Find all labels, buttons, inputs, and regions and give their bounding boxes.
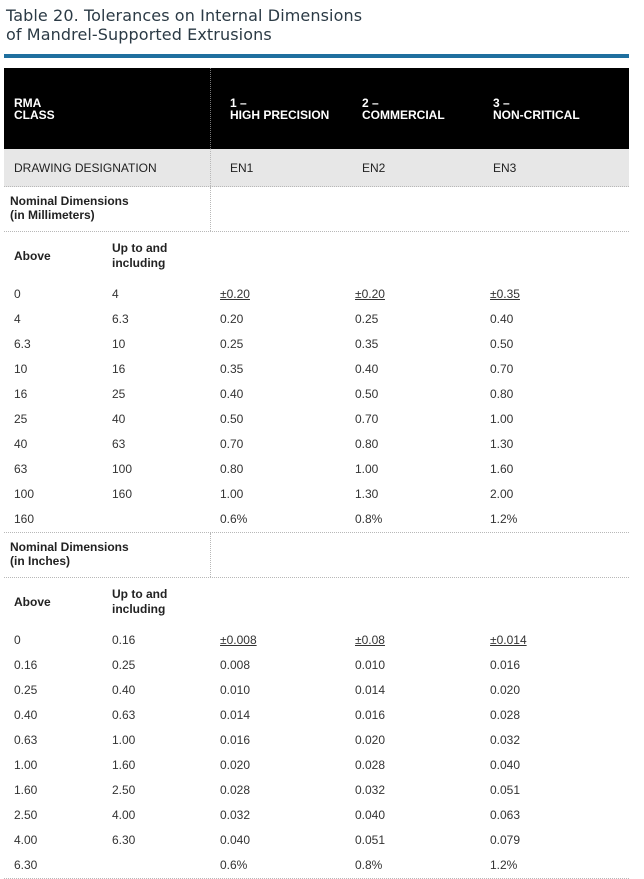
en2-cell: 0.35	[355, 337, 379, 351]
en2-cell: 0.016	[355, 708, 386, 722]
table-row	[4, 653, 629, 678]
above-cell: 4	[14, 312, 21, 326]
table-row	[4, 753, 629, 778]
en1-cell: 0.008	[220, 658, 251, 672]
en3-cell: 2.00	[490, 487, 514, 501]
en3-cell: ±0.014	[490, 633, 527, 647]
table-row	[4, 482, 629, 507]
en1-cell: 0.6%	[220, 512, 248, 526]
header-high-precision: 1 – HIGH PRECISION	[230, 96, 330, 122]
tolerance-table	[4, 68, 629, 879]
en1-cell: 1.00	[220, 487, 244, 501]
en1-cell: 0.020	[220, 758, 251, 772]
en3-cell: 0.40	[490, 312, 514, 326]
en1-cell: 0.80	[220, 462, 244, 476]
table-row	[4, 407, 629, 432]
en3-cell: 0.079	[490, 833, 521, 847]
en2-cell: 0.032	[355, 783, 386, 797]
table-header	[4, 68, 629, 149]
table-row	[4, 853, 629, 879]
above-cell: 16	[14, 387, 28, 401]
en1-cell: 0.20	[220, 312, 244, 326]
above-label: Above	[14, 249, 51, 263]
upto-cell: 0.16	[112, 633, 136, 647]
above-cell: 0	[14, 633, 21, 647]
table-row	[4, 728, 629, 753]
upto-cell: 25	[112, 387, 126, 401]
en2-cell: 0.040	[355, 808, 386, 822]
header-non-critical: 3 – NON-CRITICAL	[493, 96, 580, 122]
above-cell: 4.00	[14, 833, 38, 847]
above-cell: 2.50	[14, 808, 38, 822]
above-cell: 100	[14, 487, 35, 501]
en2-cell: 0.010	[355, 658, 386, 672]
table-row	[4, 307, 629, 332]
upto-cell: 1.60	[112, 758, 136, 772]
table-row	[4, 828, 629, 853]
upto-cell: 0.25	[112, 658, 136, 672]
en2-cell: 0.014	[355, 683, 386, 697]
en3-cell: 1.2%	[490, 512, 518, 526]
en1-cell: 0.70	[220, 437, 244, 451]
designation-label: DRAWING DESIGNATION	[14, 161, 157, 175]
en1-cell: 0.040	[220, 833, 251, 847]
en3-cell: 0.051	[490, 783, 521, 797]
en1-cell: ±0.20	[220, 287, 250, 301]
en2-cell: 0.020	[355, 733, 386, 747]
en3-cell: 0.032	[490, 733, 521, 747]
en2-cell: 0.028	[355, 758, 386, 772]
en3-cell: 1.60	[490, 462, 514, 476]
rma-class-header: RMA CLASS	[14, 96, 55, 122]
upto-cell: 0.40	[112, 683, 136, 697]
above-cell: 0.25	[14, 683, 38, 697]
table-row	[4, 803, 629, 828]
upto-cell: 63	[112, 437, 126, 451]
above-cell: 63	[14, 462, 28, 476]
upto-cell: 0.63	[112, 708, 136, 722]
table-row	[4, 457, 629, 482]
en1-cell: 0.40	[220, 387, 244, 401]
section-header	[4, 533, 629, 578]
en1-cell: 0.016	[220, 733, 251, 747]
en1-cell: 0.032	[220, 808, 251, 822]
section-header	[4, 187, 629, 232]
above-label: Above	[14, 595, 51, 609]
column-subheader	[4, 578, 629, 628]
table-row	[4, 332, 629, 357]
en1-cell: 0.6%	[220, 858, 248, 872]
en3-cell: 0.50	[490, 337, 514, 351]
en1-cell: 0.028	[220, 783, 251, 797]
en2-cell: ±0.20	[355, 287, 385, 301]
en2-cell: 1.00	[355, 462, 379, 476]
en1-cell: 0.35	[220, 362, 244, 376]
upto-cell: 10	[112, 337, 126, 351]
table-row	[4, 432, 629, 457]
title-divider	[4, 54, 629, 58]
en2-cell: 0.25	[355, 312, 379, 326]
en3-cell: 1.00	[490, 412, 514, 426]
drawing-designation-row	[4, 149, 629, 187]
en3-cell: 0.016	[490, 658, 521, 672]
upto-label: Up to and including	[112, 241, 168, 270]
upto-label: Up to and including	[112, 587, 168, 616]
title-line-1: Table 20. Tolerances on Internal Dimensions	[6, 6, 363, 25]
upto-cell: 4.00	[112, 808, 136, 822]
en3-cell: 0.028	[490, 708, 521, 722]
en1-cell: 0.010	[220, 683, 251, 697]
en2-cell: 0.50	[355, 387, 379, 401]
page-title	[6, 6, 626, 44]
en2-cell: 0.80	[355, 437, 379, 451]
upto-cell: 16	[112, 362, 126, 376]
table-row	[4, 628, 629, 653]
above-cell: 1.00	[14, 758, 38, 772]
en3-cell: 1.30	[490, 437, 514, 451]
upto-cell: 100	[112, 462, 133, 476]
en2-cell: ±0.08	[355, 633, 385, 647]
column-subheader	[4, 232, 629, 282]
en3-cell: 0.80	[490, 387, 514, 401]
en2-cell: 0.8%	[355, 512, 383, 526]
table-row	[4, 282, 629, 307]
header-commercial: 2 – COMMERCIAL	[362, 96, 445, 122]
en3-cell: 0.063	[490, 808, 521, 822]
en3-cell: 0.020	[490, 683, 521, 697]
upto-cell: 6.30	[112, 833, 136, 847]
upto-cell: 40	[112, 412, 126, 426]
table-row	[4, 778, 629, 803]
designation-en3: EN3	[493, 161, 517, 175]
en1-cell: 0.25	[220, 337, 244, 351]
upto-cell: 1.00	[112, 733, 136, 747]
table-body	[4, 187, 629, 879]
en1-cell: 0.014	[220, 708, 251, 722]
above-cell: 6.30	[14, 858, 38, 872]
en3-cell: 0.70	[490, 362, 514, 376]
table-row	[4, 678, 629, 703]
en3-cell: 0.040	[490, 758, 521, 772]
title-line-2: of Mandrel-Supported Extrusions	[6, 25, 272, 44]
designation-en1: EN1	[230, 161, 254, 175]
en2-cell: 0.40	[355, 362, 379, 376]
above-cell: 1.60	[14, 783, 38, 797]
section-label: Nominal Dimensions (in Millimeters)	[10, 194, 129, 222]
table-row	[4, 357, 629, 382]
en1-cell: ±0.008	[220, 633, 257, 647]
header-divider	[210, 68, 211, 149]
upto-cell: 160	[112, 487, 133, 501]
en3-cell: ±0.35	[490, 287, 520, 301]
above-cell: 10	[14, 362, 28, 376]
upto-cell: 6.3	[112, 312, 129, 326]
above-cell: 160	[14, 512, 35, 526]
en2-cell: 0.051	[355, 833, 386, 847]
en2-cell: 0.70	[355, 412, 379, 426]
en2-cell: 0.8%	[355, 858, 383, 872]
above-cell: 0.40	[14, 708, 38, 722]
section-label: Nominal Dimensions (in Inches)	[10, 540, 129, 568]
en3-cell: 1.2%	[490, 858, 518, 872]
above-cell: 25	[14, 412, 28, 426]
above-cell: 0.16	[14, 658, 38, 672]
table-row	[4, 507, 629, 533]
above-cell: 6.3	[14, 337, 31, 351]
above-cell: 0.63	[14, 733, 38, 747]
above-cell: 40	[14, 437, 28, 451]
en2-cell: 1.30	[355, 487, 379, 501]
upto-cell: 2.50	[112, 783, 136, 797]
upto-cell: 4	[112, 287, 119, 301]
designation-en2: EN2	[362, 161, 386, 175]
table-row	[4, 703, 629, 728]
above-cell: 0	[14, 287, 21, 301]
en1-cell: 0.50	[220, 412, 244, 426]
table-row	[4, 382, 629, 407]
